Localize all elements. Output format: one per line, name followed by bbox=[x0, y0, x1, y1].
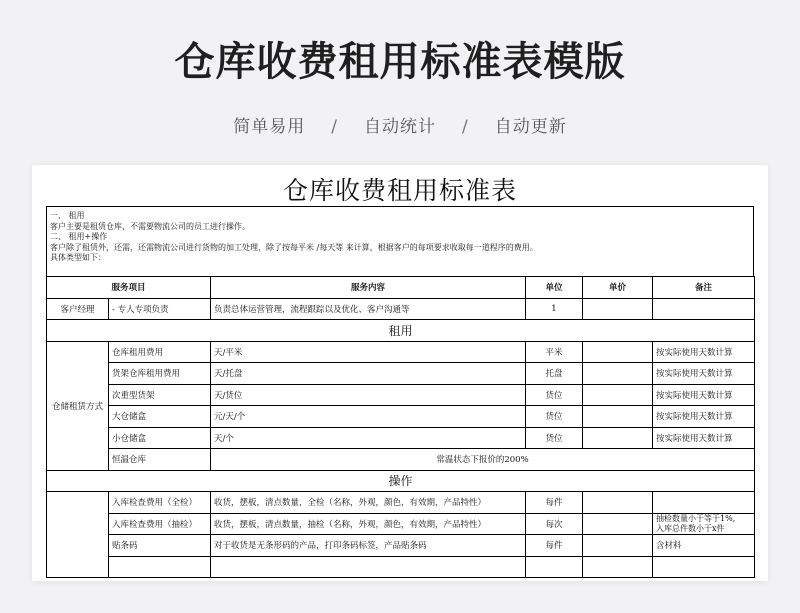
section-row bbox=[47, 470, 755, 492]
cell-unit[interactable]: 托盘 bbox=[526, 363, 583, 385]
cell-note[interactable]: 按实际使用天数计算 bbox=[653, 406, 755, 428]
banner-tagline bbox=[0, 112, 800, 137]
cell-note[interactable]: 按实际使用天数计算 bbox=[653, 427, 755, 449]
cell-note[interactable] bbox=[653, 556, 755, 578]
cell-note[interactable]: 含材料 bbox=[653, 535, 755, 557]
header-service-content[interactable]: 服务内容 bbox=[211, 277, 526, 299]
cell-price[interactable] bbox=[583, 427, 653, 449]
cell-price[interactable] bbox=[583, 556, 653, 578]
table-row bbox=[47, 449, 755, 471]
table-row bbox=[47, 492, 755, 514]
pricing-table bbox=[46, 276, 755, 578]
cell-sub[interactable]: 货架仓库租用费用 bbox=[109, 363, 211, 385]
table-row bbox=[47, 341, 755, 363]
cell-price[interactable] bbox=[583, 341, 653, 363]
cell-unit[interactable]: 1 bbox=[526, 298, 583, 320]
cell-unit[interactable]: 货位 bbox=[526, 406, 583, 428]
tag-separator: / bbox=[462, 117, 469, 137]
header-row bbox=[47, 277, 755, 299]
section-row bbox=[47, 320, 755, 342]
table-row bbox=[47, 384, 755, 406]
section-ops[interactable]: 操作 bbox=[47, 470, 755, 492]
cell-note[interactable] bbox=[653, 298, 755, 320]
tag-separator: / bbox=[331, 117, 338, 137]
cell-note[interactable] bbox=[653, 513, 755, 535]
cell-content[interactable]: 收货，摆板，清点数量，抽检（名称，外观，颜色，有效期，产品特性） bbox=[211, 513, 526, 535]
tag-auto-update: 自动更新 bbox=[494, 117, 567, 137]
intro-line: 一、 租用 bbox=[50, 211, 85, 220]
cell-sub[interactable] bbox=[109, 556, 211, 578]
note-line: 抽检数量小于等于1%, bbox=[656, 513, 736, 523]
cell-sub[interactable]: 次重型货架 bbox=[109, 384, 211, 406]
cell-price[interactable] bbox=[583, 384, 653, 406]
cell-unit[interactable] bbox=[526, 556, 583, 578]
cell-unit[interactable]: 每件 bbox=[526, 535, 583, 557]
cell-price[interactable] bbox=[583, 406, 653, 428]
cell-price[interactable] bbox=[583, 298, 653, 320]
cell-content[interactable]: 负责总体运营管理，流程跟踪以及优化、客户沟通等 bbox=[211, 298, 526, 320]
table-row bbox=[47, 556, 755, 578]
intro-line: 客户除了租赁外，还需，还需物流公司进行货物的加工处理，除了按每平米 /每天等 来计算，根据客户的每项要求收取每一道程序的费用。 bbox=[50, 242, 538, 252]
cell-content[interactable]: 对于收货是无条形码的产品，打印条码标签，产品贴条码 bbox=[211, 535, 526, 557]
intro-line: 二、 租用+操作 bbox=[50, 232, 108, 241]
cell-note[interactable] bbox=[653, 492, 755, 514]
banner-title: 仓库收费租用标准表模版 bbox=[174, 39, 626, 85]
section-rent[interactable]: 租用 bbox=[47, 320, 755, 342]
table-row bbox=[47, 406, 755, 428]
header-unit[interactable]: 单位 bbox=[526, 277, 583, 299]
intro-line: 具体类型如下： bbox=[50, 253, 106, 262]
cell-ops-group[interactable] bbox=[47, 492, 109, 578]
intro-block[interactable] bbox=[46, 206, 754, 277]
table-row bbox=[47, 298, 755, 320]
sheet-title: 仓库收费租用标准表 bbox=[282, 176, 517, 205]
note-line: 入库总件数小于x件 bbox=[656, 523, 725, 533]
cell-price[interactable] bbox=[583, 492, 653, 514]
cell-sub[interactable]: 入库检查费用（全检） bbox=[109, 492, 211, 514]
cell-note[interactable]: 按实际使用天数计算 bbox=[653, 341, 755, 363]
cell-unit[interactable]: 平米 bbox=[526, 341, 583, 363]
cell-content[interactable]: 元/天/个 bbox=[211, 406, 526, 428]
cell-sub[interactable]: 小仓储盒 bbox=[109, 427, 211, 449]
cell-sub[interactable]: 大仓储盒 bbox=[109, 406, 211, 428]
cell-manager[interactable]: 客户经理 bbox=[47, 298, 109, 320]
spreadsheet-sheet bbox=[32, 165, 768, 581]
tag-auto-stats: 自动统计 bbox=[364, 117, 436, 137]
table-row bbox=[47, 535, 755, 557]
table-row bbox=[47, 513, 755, 535]
cell-price[interactable] bbox=[583, 363, 653, 385]
cell-unit[interactable]: 每件 bbox=[526, 492, 583, 514]
cell-content[interactable] bbox=[211, 556, 526, 578]
table-row bbox=[47, 363, 755, 385]
cell-content[interactable]: 天/货位 bbox=[211, 384, 526, 406]
cell-content[interactable]: 收货，摆板，清点数量，全检（名称，外观，颜色，有效期，产品特性） bbox=[211, 492, 526, 514]
intro-line: 客户主要是租赁仓库，不需要物流公司的员工进行操作。 bbox=[50, 221, 250, 231]
header-price[interactable]: 单价 bbox=[583, 277, 653, 299]
cell-price[interactable] bbox=[583, 535, 653, 557]
cell-unit[interactable]: 每次 bbox=[526, 513, 583, 535]
cell-price[interactable] bbox=[583, 513, 653, 535]
tag-easy: 简单易用 bbox=[233, 117, 306, 137]
cell-content[interactable]: 天/平米 bbox=[211, 341, 526, 363]
cell-note[interactable]: 按实际使用天数计算 bbox=[653, 363, 755, 385]
cell-sub[interactable]: 贴条码 bbox=[109, 535, 211, 557]
cell-constant-temp-note[interactable]: 常温状态下报价的200% bbox=[211, 449, 755, 471]
cell-unit[interactable]: 货位 bbox=[526, 427, 583, 449]
header-note[interactable]: 备注 bbox=[653, 277, 755, 299]
cell-sub[interactable]: 仓库租用费用 bbox=[109, 341, 211, 363]
cell-sub[interactable]: 恒温仓库 bbox=[109, 449, 211, 471]
header-service-item[interactable]: 服务项目 bbox=[47, 277, 211, 299]
cell-note[interactable]: 按实际使用天数计算 bbox=[653, 384, 755, 406]
cell-content[interactable]: 天/托盘 bbox=[211, 363, 526, 385]
cell-storage-group[interactable]: 仓储租赁方式 bbox=[47, 341, 109, 470]
cell-sub[interactable]: 入库检查费用（抽检） bbox=[109, 513, 211, 535]
cell-sub[interactable]: - 专人专项负责 bbox=[109, 298, 211, 320]
cell-content[interactable]: 天/个 bbox=[211, 427, 526, 449]
cell-unit[interactable]: 货位 bbox=[526, 384, 583, 406]
table-row bbox=[47, 427, 755, 449]
